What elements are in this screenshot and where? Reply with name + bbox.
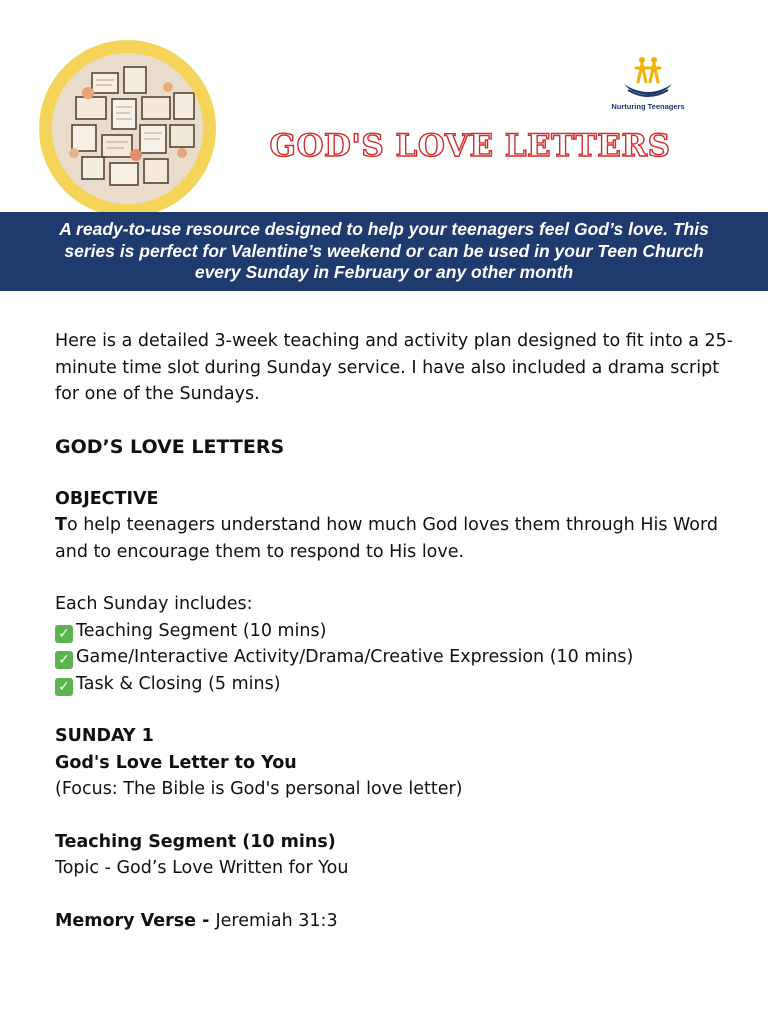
list-item [55, 644, 735, 671]
banner-text: A ready-to-use resource designed to help your teenagers feel God’s love. This series is perfect for Valentine’s weekend or can be used in your Teen Church every Sunday in February or any other month [59, 219, 709, 282]
list-item [55, 671, 735, 698]
sunday-focus: (Focus: The Bible is God's personal love letter) [55, 779, 463, 799]
check-mark-icon: ✓ [55, 651, 73, 669]
objective-text [55, 512, 735, 565]
check-mark-icon: ✓ [55, 678, 73, 696]
list-item-label: Task & Closing (5 mins) [76, 673, 281, 694]
page-title: GOD'S LOVE LETTERS [269, 128, 671, 164]
includes-intro: Each Sunday includes: [55, 594, 253, 614]
list-item [55, 618, 735, 645]
check-mark-icon: ✓ [55, 625, 73, 643]
list-item-label: Teaching Segment (10 mins) [76, 620, 327, 641]
teaching-topic: Topic - God’s Love Written for You [55, 858, 349, 878]
logo-label: Nurturing Teenagers [611, 102, 685, 111]
objective-drop-letter: T [55, 515, 67, 535]
intro-paragraph: Here is a detailed 3-week teaching and activity plan designed to fit into a 25-minute time slot during Sunday service. I have also included a drama script for one of the Sundays. [55, 331, 734, 404]
memory-verse-reference: Jeremiah 31:3 [215, 910, 338, 931]
sunday-title: God's Love Letter to You [55, 752, 297, 773]
nurturing-teenagers-logo [602, 54, 694, 116]
objective-body: o help teenagers understand how much God loves them through His Word and to encourage them to respond to His love. [55, 515, 719, 562]
section-title: GOD’S LOVE LETTERS [55, 435, 285, 458]
love-letters-photo [52, 53, 203, 204]
memory-verse [55, 908, 735, 935]
cover-photo-frame [39, 40, 216, 217]
list-item-label: Game/Interactive Activity/Drama/Creative Expression (10 mins) [76, 647, 634, 667]
objective-heading: OBJECTIVE [55, 488, 159, 509]
intro-banner [0, 212, 768, 291]
teaching-heading: Teaching Segment (10 mins) [55, 831, 336, 852]
document-body [55, 328, 735, 934]
sunday-heading: SUNDAY 1 [55, 726, 154, 746]
memory-verse-label: Memory Verse - [55, 910, 216, 931]
